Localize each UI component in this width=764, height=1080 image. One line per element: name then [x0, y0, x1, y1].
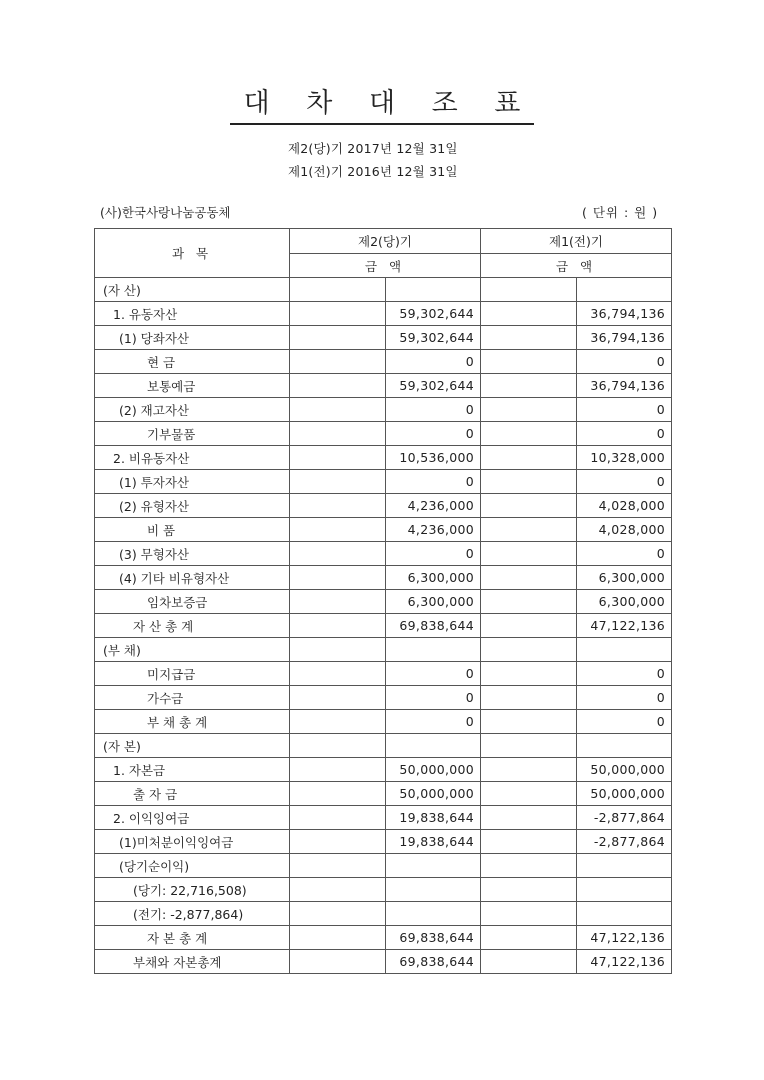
prior-sub-amount-cell — [481, 446, 577, 470]
table-row — [95, 470, 672, 494]
prior-period-header: 제1(전)기 — [481, 229, 672, 254]
prior-amount-cell: 50,000,000 — [577, 758, 672, 782]
prior-sub-amount-cell — [481, 590, 577, 614]
account-name-cell: 1. 자본금 — [95, 758, 290, 782]
current-amount-cell — [386, 278, 481, 302]
prior-amount-cell: 47,122,136 — [577, 926, 672, 950]
table-row — [95, 902, 672, 926]
prior-amount-cell: 36,794,136 — [577, 326, 672, 350]
current-amount-cell: 59,302,644 — [386, 326, 481, 350]
table-row — [95, 542, 672, 566]
account-name-cell: 2. 비유동자산 — [95, 446, 290, 470]
prior-sub-amount-cell — [481, 638, 577, 662]
prior-amount-cell — [577, 902, 672, 926]
current-sub-amount-cell — [290, 734, 386, 758]
prior-amount-cell: 47,122,136 — [577, 614, 672, 638]
current-amount-cell: 69,838,644 — [386, 926, 481, 950]
prior-sub-amount-cell — [481, 686, 577, 710]
current-sub-amount-cell — [290, 710, 386, 734]
table-row — [95, 734, 672, 758]
current-amount-cell: 10,536,000 — [386, 446, 481, 470]
current-amount-cell: 6,300,000 — [386, 566, 481, 590]
prior-amount-cell: 0 — [577, 350, 672, 374]
prior-amount-cell: -2,877,864 — [577, 806, 672, 830]
prior-sub-amount-cell — [481, 350, 577, 374]
account-name-cell: 출 자 금 — [95, 782, 290, 806]
table-row — [95, 566, 672, 590]
account-name-cell: (전기: -2,877,864) — [95, 902, 290, 926]
current-amount-cell — [386, 854, 481, 878]
current-sub-amount-cell — [290, 398, 386, 422]
account-name-cell: (1) 당좌자산 — [95, 326, 290, 350]
current-amount-cell — [386, 902, 481, 926]
account-name-cell: 기부물품 — [95, 422, 290, 446]
prior-amount-cell: 36,794,136 — [577, 374, 672, 398]
prior-amount-header: 금 액 — [481, 254, 672, 278]
account-name-cell: (2) 유형자산 — [95, 494, 290, 518]
prior-sub-amount-cell — [481, 470, 577, 494]
current-sub-amount-cell — [290, 782, 386, 806]
account-name-cell: 비 품 — [95, 518, 290, 542]
prior-amount-cell: 6,300,000 — [577, 590, 672, 614]
current-sub-amount-cell — [290, 278, 386, 302]
table-row — [95, 662, 672, 686]
current-sub-amount-cell — [290, 902, 386, 926]
prior-sub-amount-cell — [481, 518, 577, 542]
table-row — [95, 806, 672, 830]
table-row — [95, 326, 672, 350]
current-amount-cell: 0 — [386, 710, 481, 734]
prior-amount-cell: 0 — [577, 470, 672, 494]
current-amount-cell: 0 — [386, 470, 481, 494]
current-sub-amount-cell — [290, 638, 386, 662]
table-row — [95, 830, 672, 854]
current-sub-amount-cell — [290, 806, 386, 830]
prior-sub-amount-cell — [481, 542, 577, 566]
account-name-cell: 1. 유동자산 — [95, 302, 290, 326]
current-amount-cell: 59,302,644 — [386, 374, 481, 398]
current-sub-amount-cell — [290, 614, 386, 638]
prior-sub-amount-cell — [481, 302, 577, 326]
current-sub-amount-cell — [290, 686, 386, 710]
prior-period-date: 제1(전)기 2016년 12월 31일 — [288, 164, 458, 179]
account-name-cell: 2. 이익잉여금 — [95, 806, 290, 830]
table-row — [95, 782, 672, 806]
document-title: 대 차 대 조 표 — [0, 86, 764, 125]
current-sub-amount-cell — [290, 542, 386, 566]
table-row — [95, 710, 672, 734]
current-amount-cell — [386, 638, 481, 662]
current-amount-cell: 19,838,644 — [386, 830, 481, 854]
current-sub-amount-cell — [290, 590, 386, 614]
account-name-cell: 임차보증금 — [95, 590, 290, 614]
prior-amount-cell: 0 — [577, 686, 672, 710]
prior-sub-amount-cell — [481, 662, 577, 686]
current-amount-cell: 0 — [386, 422, 481, 446]
account-name-cell: (부 채) — [95, 638, 290, 662]
table-row — [95, 446, 672, 470]
prior-amount-cell — [577, 878, 672, 902]
current-amount-cell — [386, 878, 481, 902]
prior-amount-cell: 0 — [577, 422, 672, 446]
account-name-cell: 자 본 총 계 — [95, 926, 290, 950]
account-name-cell: (자 산) — [95, 278, 290, 302]
current-amount-cell: 50,000,000 — [386, 782, 481, 806]
prior-amount-cell: 0 — [577, 710, 672, 734]
current-amount-cell: 59,302,644 — [386, 302, 481, 326]
table-row — [95, 854, 672, 878]
current-amount-cell: 0 — [386, 350, 481, 374]
prior-sub-amount-cell — [481, 566, 577, 590]
prior-amount-cell: 47,122,136 — [577, 950, 672, 974]
current-sub-amount-cell — [290, 950, 386, 974]
current-amount-cell: 6,300,000 — [386, 590, 481, 614]
prior-sub-amount-cell — [481, 878, 577, 902]
table-row — [95, 686, 672, 710]
account-name-cell: 자 산 총 계 — [95, 614, 290, 638]
current-sub-amount-cell — [290, 350, 386, 374]
current-sub-amount-cell — [290, 326, 386, 350]
account-name-cell: 보통예금 — [95, 374, 290, 398]
table-row — [95, 926, 672, 950]
table-row — [95, 758, 672, 782]
table-row — [95, 638, 672, 662]
current-period-date: 제2(당)기 2017년 12월 31일 — [288, 141, 458, 156]
organization-name: (사)한국사랑나눔공동체 — [100, 205, 231, 220]
current-amount-cell: 0 — [386, 662, 481, 686]
prior-sub-amount-cell — [481, 614, 577, 638]
account-name-cell: (3) 무형자산 — [95, 542, 290, 566]
current-amount-cell: 4,236,000 — [386, 518, 481, 542]
prior-sub-amount-cell — [481, 494, 577, 518]
table-row — [95, 422, 672, 446]
current-amount-cell: 0 — [386, 542, 481, 566]
account-name-cell: 미지급금 — [95, 662, 290, 686]
account-name-cell: 현 금 — [95, 350, 290, 374]
table-row — [95, 878, 672, 902]
account-column-header: 과 목 — [95, 229, 290, 278]
current-amount-cell: 69,838,644 — [386, 950, 481, 974]
prior-amount-cell: 0 — [577, 398, 672, 422]
prior-sub-amount-cell — [481, 374, 577, 398]
prior-amount-cell: 4,028,000 — [577, 494, 672, 518]
account-name-cell: (2) 재고자산 — [95, 398, 290, 422]
prior-sub-amount-cell — [481, 734, 577, 758]
prior-amount-cell — [577, 638, 672, 662]
prior-sub-amount-cell — [481, 278, 577, 302]
current-amount-cell: 69,838,644 — [386, 614, 481, 638]
current-amount-header: 금 액 — [290, 254, 481, 278]
unit-label: ( 단위 : 원 ) — [582, 205, 659, 220]
prior-amount-cell — [577, 278, 672, 302]
current-sub-amount-cell — [290, 854, 386, 878]
account-name-cell: 부 채 총 계 — [95, 710, 290, 734]
prior-sub-amount-cell — [481, 422, 577, 446]
current-sub-amount-cell — [290, 758, 386, 782]
prior-amount-cell: 0 — [577, 662, 672, 686]
current-sub-amount-cell — [290, 662, 386, 686]
account-name-cell: (1) 투자자산 — [95, 470, 290, 494]
prior-amount-cell: 36,794,136 — [577, 302, 672, 326]
table-row — [95, 590, 672, 614]
current-sub-amount-cell — [290, 830, 386, 854]
prior-amount-cell — [577, 854, 672, 878]
current-sub-amount-cell — [290, 422, 386, 446]
prior-amount-cell: -2,877,864 — [577, 830, 672, 854]
current-amount-cell: 4,236,000 — [386, 494, 481, 518]
prior-amount-cell: 10,328,000 — [577, 446, 672, 470]
table-row — [95, 398, 672, 422]
current-sub-amount-cell — [290, 494, 386, 518]
current-sub-amount-cell — [290, 302, 386, 326]
table-row — [95, 278, 672, 302]
current-sub-amount-cell — [290, 878, 386, 902]
current-sub-amount-cell — [290, 470, 386, 494]
prior-sub-amount-cell — [481, 398, 577, 422]
current-sub-amount-cell — [290, 566, 386, 590]
current-sub-amount-cell — [290, 926, 386, 950]
table-row — [95, 518, 672, 542]
current-sub-amount-cell — [290, 518, 386, 542]
account-name-cell: (자 본) — [95, 734, 290, 758]
current-sub-amount-cell — [290, 374, 386, 398]
prior-sub-amount-cell — [481, 830, 577, 854]
account-name-cell: (4) 기타 비유형자산 — [95, 566, 290, 590]
prior-sub-amount-cell — [481, 902, 577, 926]
account-name-cell: (1)미처분이익잉여금 — [95, 830, 290, 854]
prior-amount-cell: 6,300,000 — [577, 566, 672, 590]
prior-sub-amount-cell — [481, 926, 577, 950]
account-name-cell: (당기순이익) — [95, 854, 290, 878]
prior-sub-amount-cell — [481, 710, 577, 734]
account-name-cell: 가수금 — [95, 686, 290, 710]
balance-sheet-table — [94, 228, 672, 974]
table-row — [95, 494, 672, 518]
prior-sub-amount-cell — [481, 758, 577, 782]
current-amount-cell: 50,000,000 — [386, 758, 481, 782]
prior-sub-amount-cell — [481, 326, 577, 350]
table-row — [95, 950, 672, 974]
account-name-cell: 부채와 자본총계 — [95, 950, 290, 974]
table-header-row — [95, 229, 672, 254]
table-row — [95, 374, 672, 398]
table-row — [95, 350, 672, 374]
prior-sub-amount-cell — [481, 950, 577, 974]
account-name-cell: (당기: 22,716,508) — [95, 878, 290, 902]
current-amount-cell: 19,838,644 — [386, 806, 481, 830]
prior-amount-cell: 50,000,000 — [577, 782, 672, 806]
current-amount-cell: 0 — [386, 686, 481, 710]
prior-sub-amount-cell — [481, 854, 577, 878]
current-amount-cell: 0 — [386, 398, 481, 422]
current-sub-amount-cell — [290, 446, 386, 470]
prior-sub-amount-cell — [481, 806, 577, 830]
prior-amount-cell: 0 — [577, 542, 672, 566]
table-row — [95, 614, 672, 638]
current-period-header: 제2(당)기 — [290, 229, 481, 254]
table-row — [95, 302, 672, 326]
prior-amount-cell — [577, 734, 672, 758]
prior-sub-amount-cell — [481, 782, 577, 806]
current-amount-cell — [386, 734, 481, 758]
prior-amount-cell: 4,028,000 — [577, 518, 672, 542]
